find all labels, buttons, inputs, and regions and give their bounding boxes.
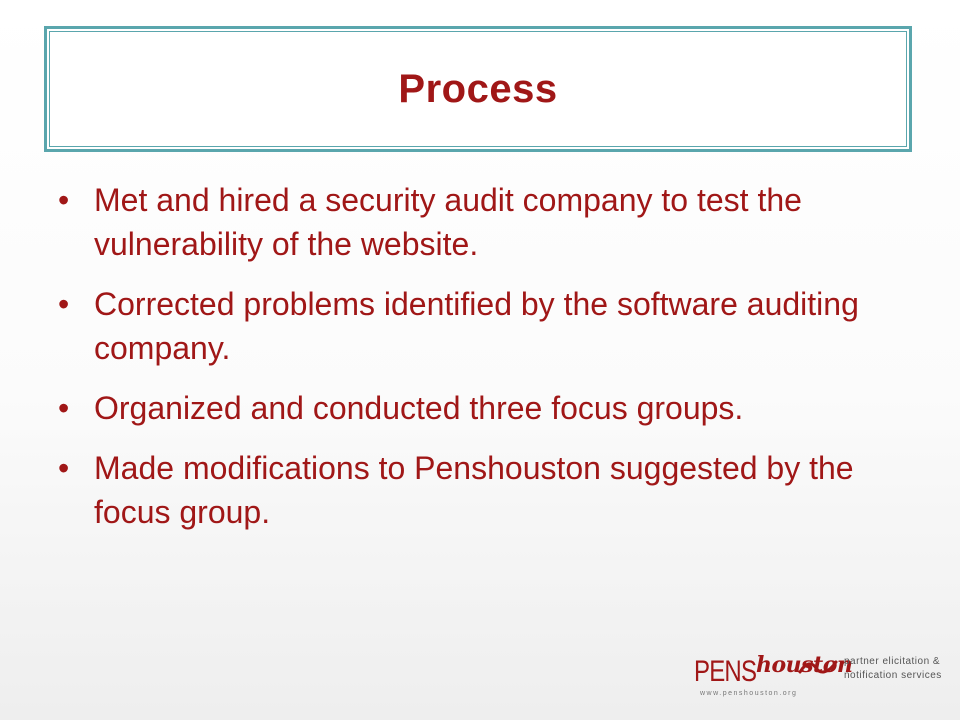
logo-swoosh-icon (798, 658, 838, 678)
bullet-item (58, 386, 918, 430)
logo-houston-text: houston (756, 652, 853, 678)
title-box-inner (49, 31, 907, 147)
logo-tagline-line1: partner elicitation & (844, 656, 941, 667)
bullet-marker: • (58, 390, 70, 426)
slide-title: Process (398, 66, 558, 111)
bullet-list (58, 178, 918, 550)
pens-houston-logo (694, 650, 942, 705)
bullet-marker: • (58, 450, 70, 486)
bullet-text: Met and hired a security audit company to test the vulnerability of the website. (94, 182, 802, 262)
bullet-item (58, 282, 918, 370)
bullet-text: Corrected problems identified by the software auditing company. (94, 286, 859, 366)
bullet-item (58, 446, 918, 534)
title-box (44, 26, 912, 152)
bullet-item (58, 178, 918, 266)
bullet-marker: • (58, 286, 70, 322)
bullet-text: Made modifications to Penshouston suggested by the focus group. (94, 450, 854, 530)
logo-url: www.penshouston.org (700, 690, 798, 697)
logo-tagline-line2: notification services (844, 670, 942, 681)
bullet-text: Organized and conducted three focus groups. (94, 390, 744, 426)
bullet-marker: • (58, 182, 70, 218)
logo-pens-text: PENS (694, 655, 757, 688)
